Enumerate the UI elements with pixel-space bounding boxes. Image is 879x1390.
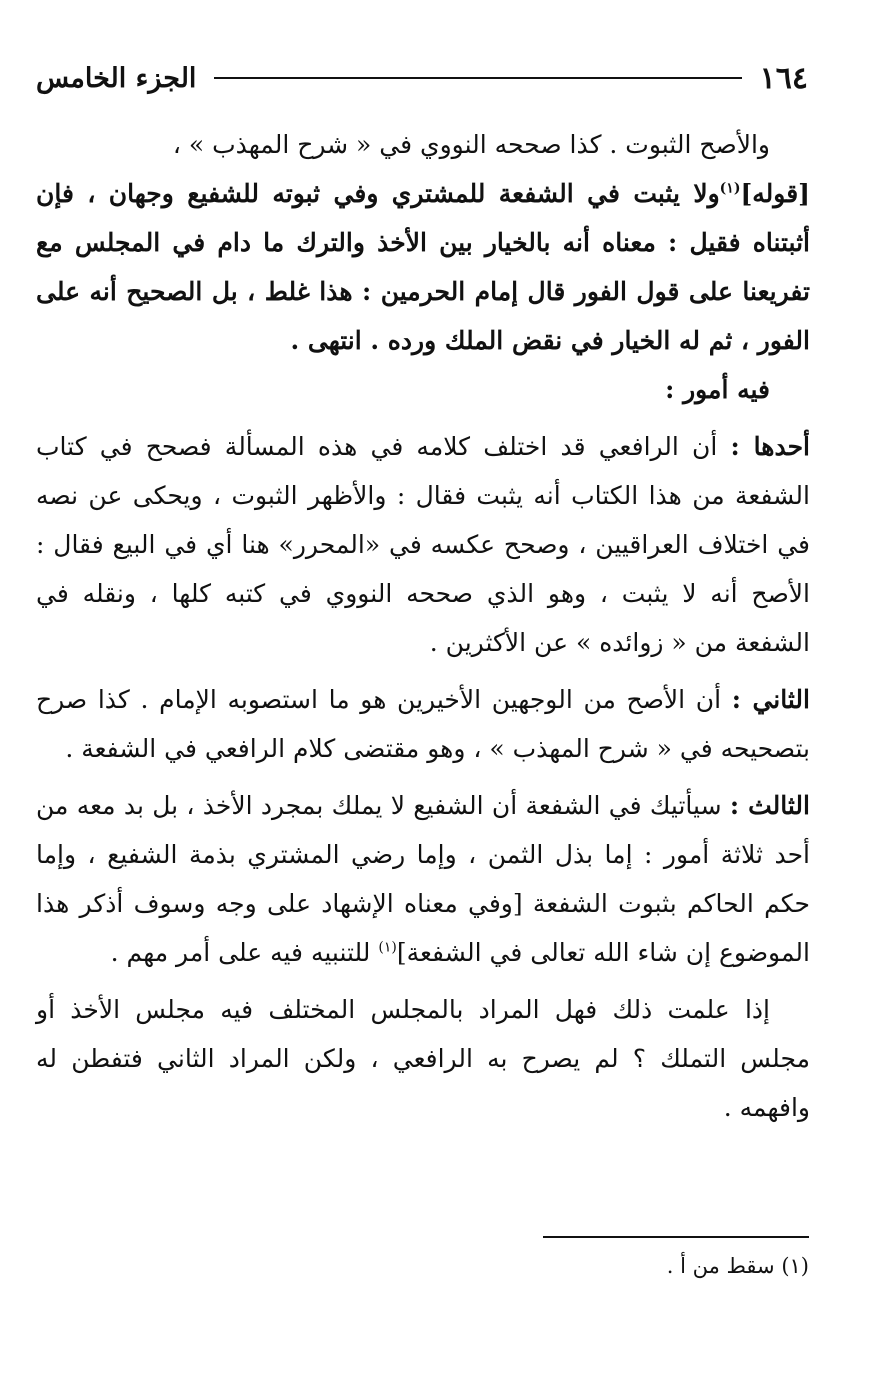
paragraph-1: والأصح الثبوت . كذا صححه النووي في « شرح المهذب » ، [172,130,770,159]
header-rule [214,77,741,79]
paragraph-3: فيه أمور : [665,375,770,404]
paragraph-6 [36,781,810,977]
point-text: أن الرافعي قد اختلف كلامه في هذه المسألة فصحح في كتاب الشفعة من هذا الكتاب أنه يثبت فقال : والأظهر الثبوت ، ويحكى عن نصه في اختلاف العراقيين ، وصحح عكسه في «المحرر» هنا أي في البيع فقال : الأصح أنه لا يثبت ، وهو الذي صححه النووي في كتبه كلها ، ونقله في الشفعة من « زوائده » عن الأكثرين . [36,432,811,657]
quote-lead: [قوله] [740,179,810,208]
quote-text: ولا يثبت في الشفعة للمشتري وفي ثبوته للشفيع وجهان ، فإن أثبتناه فقيل : معناه أنه بالخيار بين الأخذ والترك ما دام في المجلس مع تفريعنا على قول الفور قال إمام الحرمين : هذا غلط ، بل الصحيح أنه على الفور ، ثم له الخيار في نقض الملك ورده . انتهى . [36,179,810,355]
point-text-end: للتنبيه فيه على أمر مهم . [110,938,379,967]
page-number: ١٦٤ [759,60,808,96]
paragraph-5 [36,675,810,773]
point-lead: الثاني : [731,685,810,714]
point-text: سيأتيك في الشفعة أن الشفيع لا يملك بمجرد الأخذ ، بل بد معه من أحد ثلاثة أمور : إما بذل الثمن ، وإما رضي المشتري بذمة الشفيع ، وإما حكم الحاكم بثبوت الشفعة [وفي معناه الإشهاد على وجه وسوف أذكر هذا الموضوع إن شاء الله تعالى في الشفعة] [36,791,810,967]
footnote-mark: (١) [378,939,397,956]
paragraph-4 [36,422,810,667]
page-header [36,58,808,98]
paragraph-7: إذا علمت ذلك فهل المراد بالمجلس المختلف فيه مجلس الأخذ أو مجلس التملك ؟ لم يصرح به الرافعي ، ولكن المراد الثاني فتفطن له وافهمه . [36,995,810,1122]
page-body [36,120,810,1132]
paragraph-2 [36,169,810,365]
footnote-rule [543,1236,809,1238]
point-lead: أحدها : [730,432,810,461]
point-lead: الثالث : [729,791,810,820]
point-text: أن الأصح من الوجهين الأخيرين هو ما استصوبه الإمام . كذا صرح بتصحيحه في « شرح المهذب » ، وهو مقتضى كلام الرافعي في الشفعة . [36,685,810,763]
footnote-mark: (١) [719,180,741,197]
running-title: الجزء الخامس [36,62,197,94]
footnote: (١) سقط من أ . [666,1254,809,1278]
